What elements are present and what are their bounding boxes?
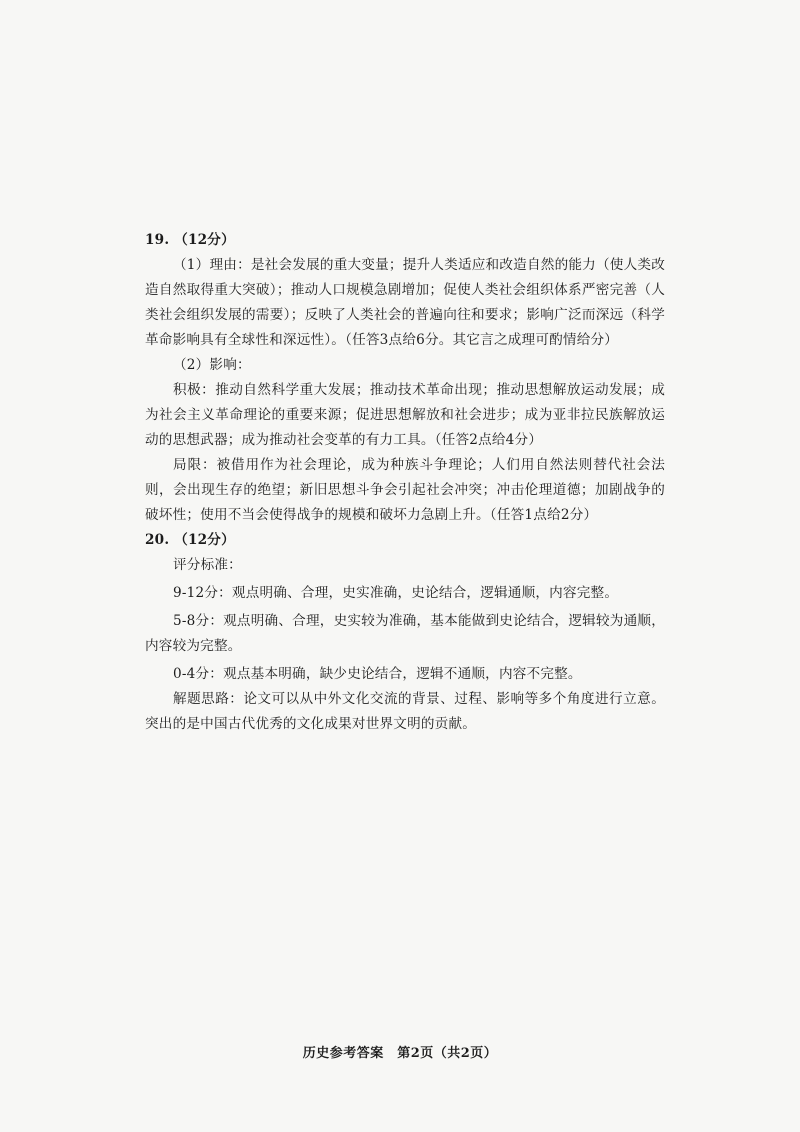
question-20-level-9-12: 9-12分：观点明确、合理，史实准确，史论结合，逻辑通顺，内容完整。 bbox=[173, 585, 619, 601]
question-19-heading: 19. （12分） bbox=[145, 232, 235, 248]
question-19-part2-label: （2）影响： bbox=[173, 357, 251, 373]
question-20-level-5-8: 5-8分：观点明确、合理，史实较为准确，基本能做到史论结合，逻辑较为通顺，内容较为完整。 bbox=[145, 613, 665, 654]
question-20-approach: 解题思路：论文可以从中外文化交流的背景、过程、影响等多个角度进行立意。突出的是中国古代优秀的文化成果对世界文明的贡献。 bbox=[145, 691, 665, 732]
question-20-heading: 20. （12分） bbox=[145, 532, 235, 548]
question-19-limitation: 局限：被借用作为社会理论，成为种族斗争理论；人们用自然法则替代社会法则，会出现生存的绝望；新旧思想斗争会引起社会冲突；冲击伦理道德；加剧战争的破坏性；使用不当会使得战争的规模和破坏力急剧上升。（任答1点给2分） bbox=[145, 457, 665, 523]
question-19-positive-impact: 积极：推动自然科学重大发展；推动技术革命出现；推动思想解放运动发展；成为社会主义革命理论的重要来源；促进思想解放和社会进步；成为亚非拉民族解放运动的思想武器；成为推动社会变革的有力工具。（任答2点给4分） bbox=[145, 382, 665, 448]
question-19-part1: （1）理由：是社会发展的重大变量；提升人类适应和改造自然的能力（使人类改造自然取得重大突破）；推动人口规模急剧增加；促使人类社会组织体系严密完善（人类社会组织发展的需要）；反映了人类社会的普遍向往和要求；影响广泛而深远（科学革命影响具有全球性和深远性）。（任答3点给6分。其它言之成理可酌情给分） bbox=[145, 257, 665, 348]
question-20-criteria-label: 评分标准： bbox=[173, 557, 242, 573]
answer-content bbox=[145, 228, 665, 737]
question-20-level-0-4: 0-4分：观点基本明确，缺少史论结合，逻辑不通顺，内容不完整。 bbox=[173, 666, 582, 682]
page-footer: 历史参考答案 第2页（共2页） bbox=[302, 1046, 498, 1061]
